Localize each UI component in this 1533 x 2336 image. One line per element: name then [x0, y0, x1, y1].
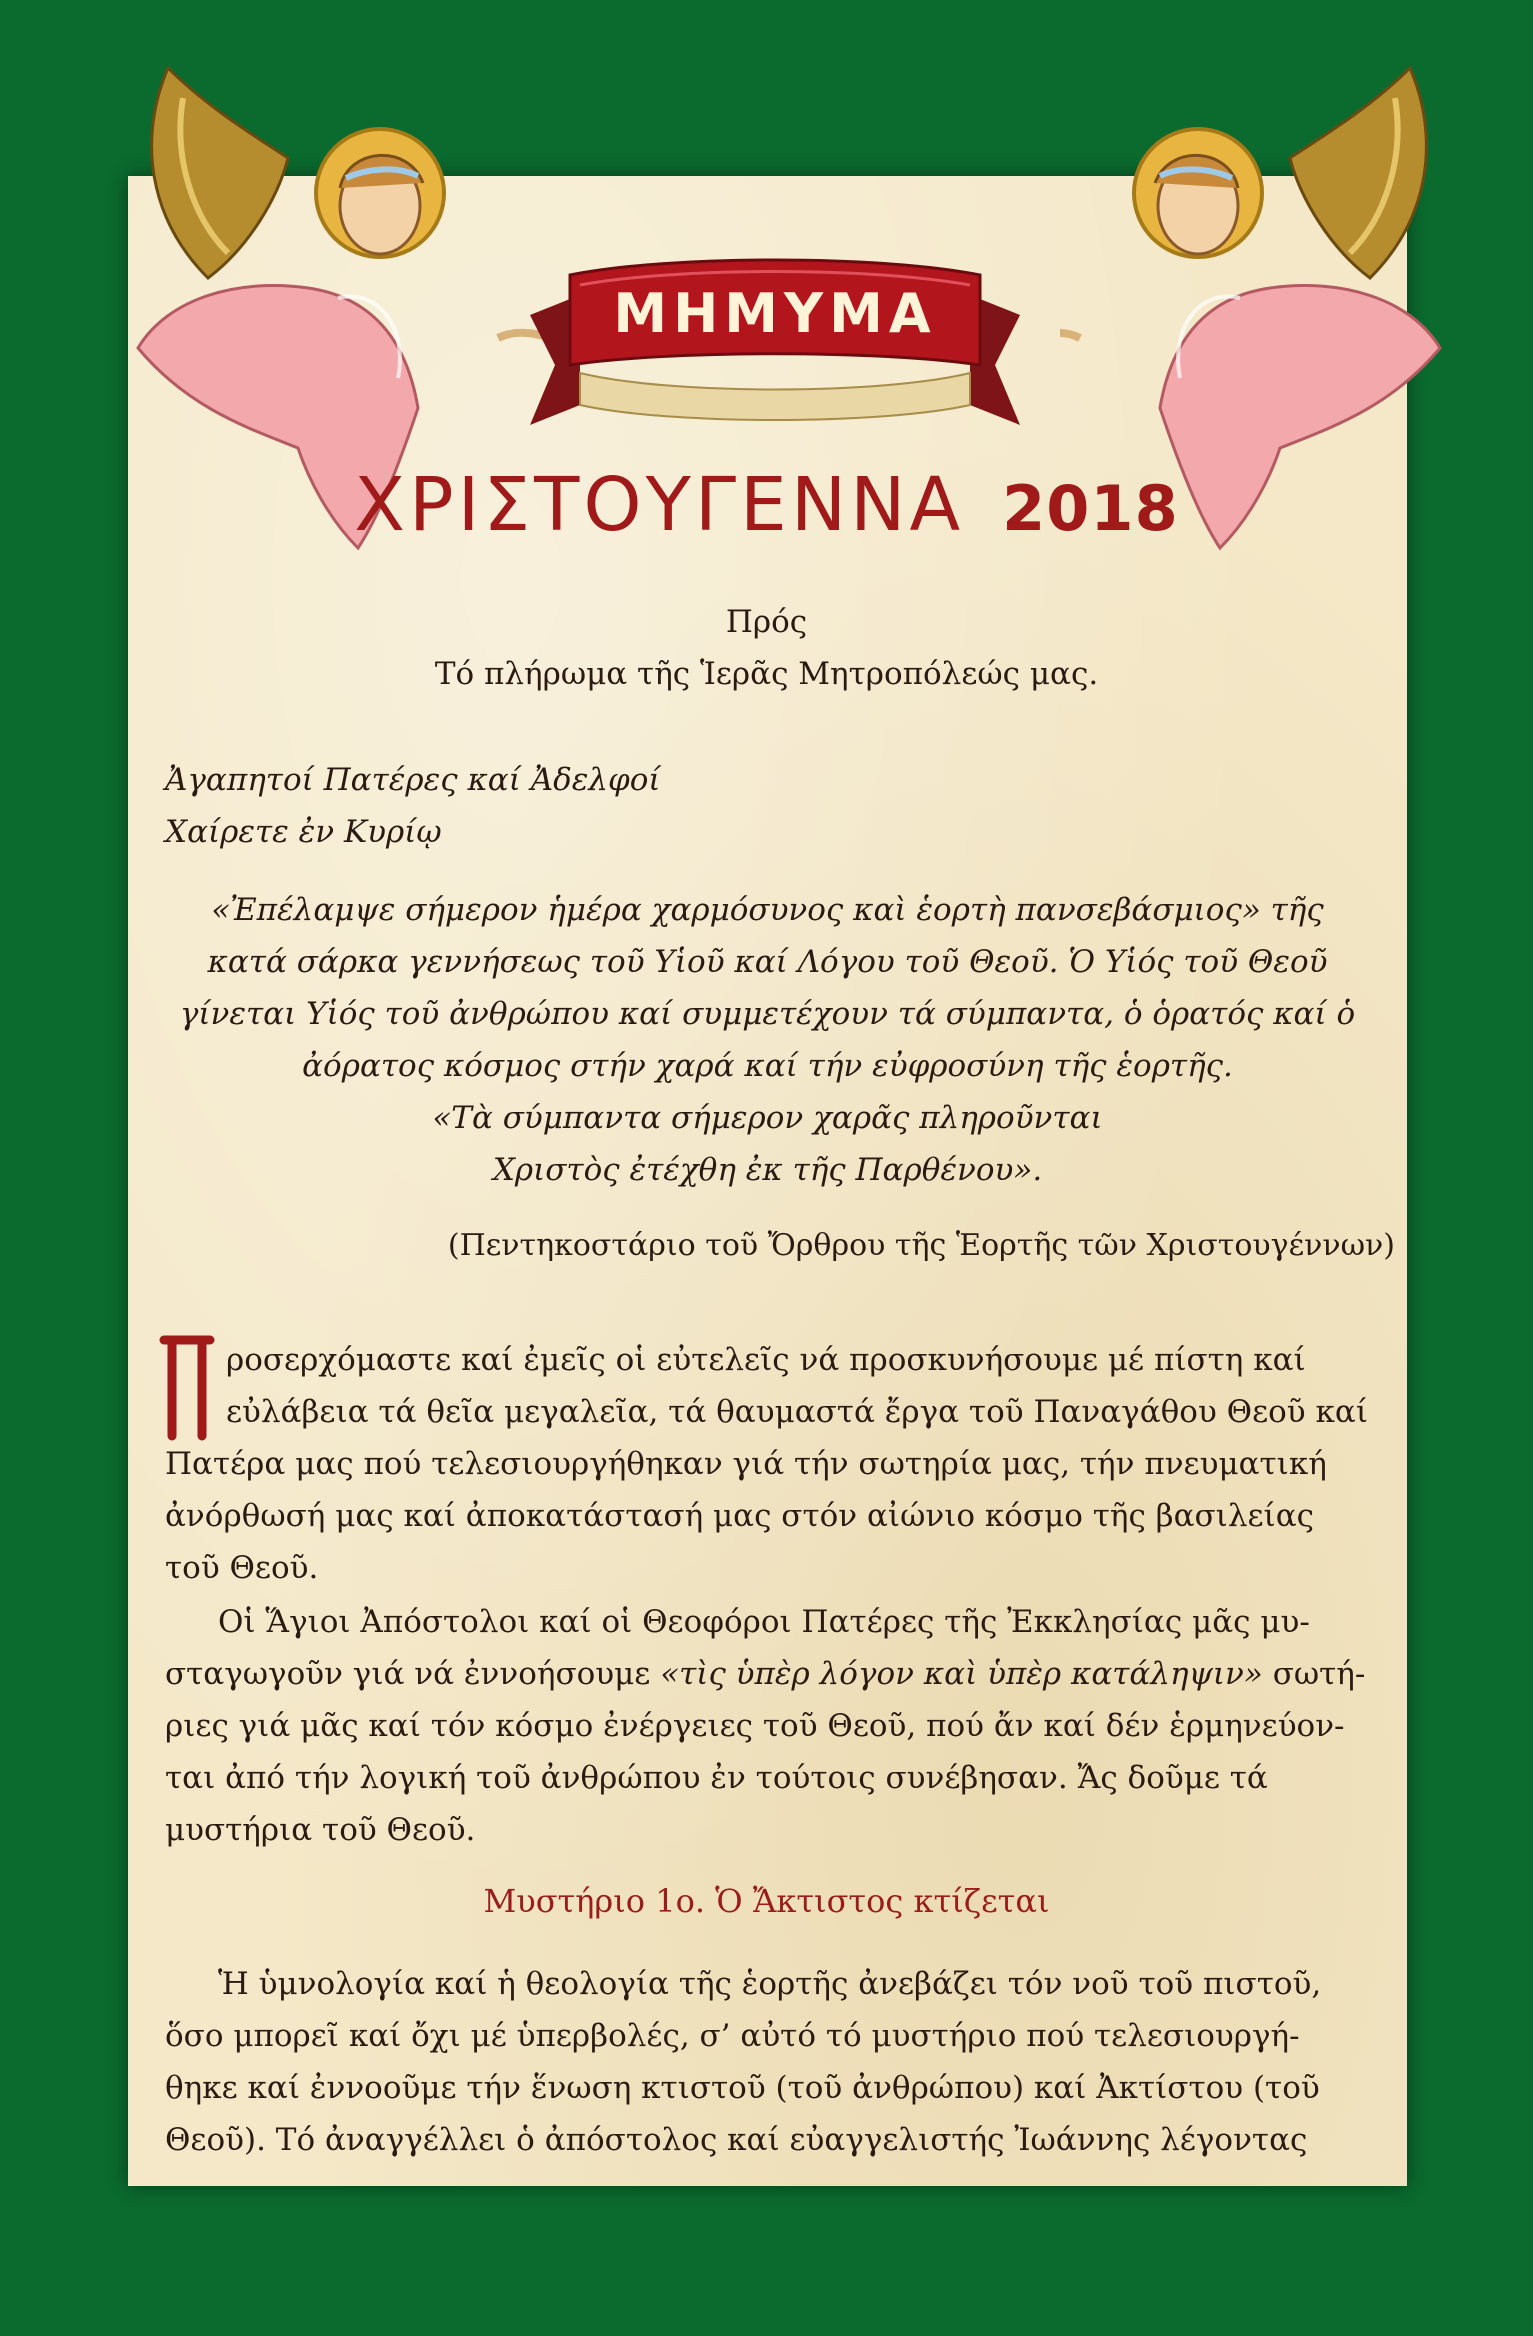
paragraph-2-text: σωτή- — [1262, 1656, 1366, 1692]
paragraph-3-line: Θεοῦ). Τό ἀναγγέλλει ὁ ἀπόστολος καί εὐαγγελιστής Ἰωάννης λέγοντας — [165, 2122, 1308, 2158]
quote-line: «Ἐπέλαμψε σήμερον ἡμέρα χαρμόσυνος καὶ ἑορτὴ πανσεβάσμιος» τῆς — [211, 892, 1324, 928]
banner-label: ΜΗΜΥΜΑ — [613, 282, 937, 345]
paragraph-2-line: μυστήρια τοῦ Θεοῦ. — [165, 1812, 476, 1848]
quote-line: κατά σάρκα γεννήσεως τοῦ Υἱοῦ καί Λόγου τοῦ Θεοῦ. Ὁ Υἱός τοῦ Θεοῦ — [207, 944, 1328, 980]
quote-source: (Πεντηκοστάριο τοῦ Ὄρθρου τῆς Ἑορτῆς τῶν Χριστουγέννων) — [447, 1228, 1395, 1263]
greeting-line-1: Ἀγαπητοί Πατέρες καί Ἀδελφοί — [165, 762, 661, 798]
quote-line: Χριστὸς ἐτέχθη ἐκ τῆς Παρθένου». — [492, 1152, 1043, 1188]
paragraph-1-line: τοῦ Θεοῦ. — [165, 1550, 319, 1586]
quote-line: «Τὰ σύμπαντα σήμερον χαρᾶς πληροῦνται — [432, 1100, 1103, 1136]
paragraph-2-line — [165, 1648, 1365, 1700]
paragraph-2-line: ται ἀπό τήν λογική τοῦ ἀνθρώπου ἐν τούτοις συνέβησαν. Ἄς δοῦμε τά — [165, 1760, 1268, 1796]
address-line-2: Τό πλήρωμα τῆς Ἱερᾶς Μητροπόλεώς μας. — [434, 656, 1099, 692]
paragraph-2-quote: «τὶς ὑπὲρ λόγον καὶ ὑπὲρ κατάληψιν» — [660, 1656, 1263, 1692]
paragraph-3-line: θηκε καί ἐννοοῦμε τήν ἕνωση κτιστοῦ (τοῦ ἀνθρώπου) καί Ἀκτίστου (τοῦ — [165, 2070, 1320, 2106]
paragraph-2-line: Οἱ Ἅγιοι Ἀπόστολοι καί οἱ Θεοφόροι Πατέρες τῆς Ἐκκλησίας μᾶς μυ- — [218, 1604, 1310, 1640]
address-line-1: Πρός — [725, 604, 808, 640]
paragraph-1-line: εὐλάβεια τά θεῖα μεγαλεῖα, τά θαυμαστά ἔργα τοῦ Παναγάθου Θεοῦ καί — [226, 1394, 1368, 1430]
title-year: 2018 — [1002, 472, 1179, 545]
section-heading: Μυστήριο 1ο. Ὁ Ἄκτιστος κτίζεται — [483, 1882, 1050, 1920]
paragraph-2-text: σταγωγοῦν γιά νά ἐννοήσουμε — [165, 1656, 661, 1692]
quote-line: γίνεται Υἱός τοῦ ἀνθρώπου καί συμμετέχουν τά σύμπαντα, ὁ ὁρατός καί ὁ — [179, 996, 1356, 1032]
title-main: ΧΡΙΣΤΟΥΓΕΝΝΑ — [354, 462, 965, 548]
paragraph-1-line: Πατέρα μας πού τελεσιουργήθηκαν γιά τήν σωτηρία μας, τήν πνευματική — [165, 1446, 1327, 1482]
paragraph-3-line: Ἡ ὑμνολογία καί ἡ θεολογία τῆς ἑορτῆς ἀνεβάζει τόν νοῦ τοῦ πιστοῦ, — [218, 1966, 1322, 2002]
greeting-line-2: Χαίρετε ἐν Κυρίῳ — [165, 814, 442, 850]
paragraph-1-line: ροσερχόμαστε καί ἐμεῖς οἱ εὐτελεῖς νά προσκυνήσουμε μέ πίστη καί — [226, 1342, 1306, 1378]
drop-cap-pi-icon — [158, 1332, 216, 1444]
page-title — [0, 462, 1533, 548]
paragraph-3-line: ὅσο μπορεῖ καί ὄχι μέ ὑπερβολές, σ’ αὐτό τό μυστήριο πού τελεσιουργή- — [165, 2018, 1300, 2054]
paragraph-2-line: ριες γιά μᾶς καί τόν κόσμο ἐνέργειες τοῦ Θεοῦ, πού ἄν καί δέν ἑρμηνεύον- — [165, 1708, 1345, 1744]
paragraph-1-line: ἀνόρθωσή μας καί ἀποκατάστασή μας στόν αἰώνιο κόσμο τῆς βασιλείας — [165, 1498, 1314, 1534]
quote-line: ἀόρατος κόσμος στήν χαρά καί τήν εὐφροσύνη τῆς ἑορτῆς. — [302, 1048, 1233, 1084]
